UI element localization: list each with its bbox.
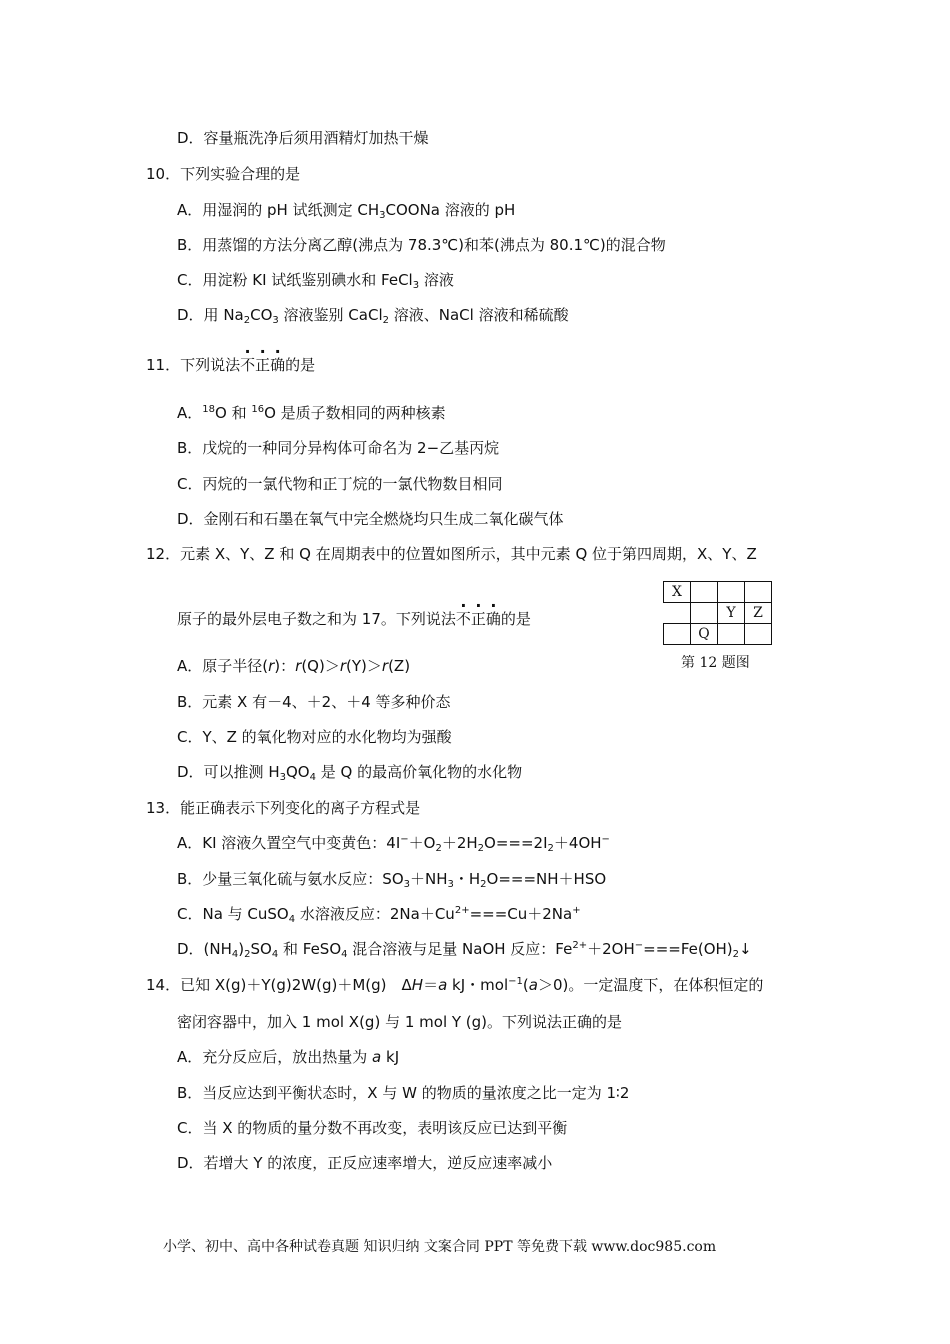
grid-cell	[718, 582, 745, 603]
grid-cell	[664, 603, 691, 624]
q14-option-c: C．当 X 的物质的量分数不再改变，表明该反应已达到平衡	[177, 1119, 568, 1137]
q13-option-d: D．$(NH_4)_2SO_4$ 和 FeSO$_4$ 混合溶液与足量 NaOH 反应：$Fe^{2+}+2OH^-===Fe(OH)_2↓$	[177, 940, 752, 960]
q13-option-b: B．少量三氧化硫与氨水反应：$SO_3+NH_3$・$H_2O===NH+HSO$	[177, 870, 607, 890]
q9-option-d: D．容量瓶洗净后须用酒精灯加热干燥	[177, 129, 429, 147]
q11-option-d: D．金刚石和石墨在氧气中完全燃烧均只生成二氧化碳气体	[177, 510, 564, 528]
q10-option-c: C．用淀粉 KI 试纸鉴别碘水和 FeCl$_3$ 溶液	[177, 271, 454, 291]
q10-stem: 10．下列实验合理的是	[146, 165, 301, 183]
q14-option-d: D．若增大 Y 的浓度，正反应速率增大，逆反应速率减小	[177, 1154, 553, 1172]
q10-option-b: B．用蒸馏的方法分离乙醇(沸点为 78.3℃)和苯(沸点为 80.1℃)的混合物	[177, 236, 666, 254]
q12-stem-line2: 原子的最外层电子数之和为 17。下列说法不正确的是	[177, 610, 531, 628]
q11-stem: 11．下列说法不正确的是	[146, 356, 316, 374]
q11-option-c: C．丙烷的一氯代物和正丁烷的一氯代物数目相同	[177, 475, 503, 493]
q13-stem: 13．能正确表示下列变化的离子方程式是	[146, 799, 421, 817]
q12-option-b: B．元素 X 有－4、＋2、＋4 等多种价态	[177, 693, 451, 711]
grid-cell	[691, 603, 718, 624]
grid-cell: X	[664, 582, 691, 603]
q13-option-a: A．KI 溶液久置空气中变黄色：$4I^-+O_2+2H_2O===2I_2+4OH^-$	[177, 834, 610, 854]
grid-cell: Y	[718, 603, 745, 624]
q12-stem-line1: 12．元素 X、Y、Z 和 Q 在周期表中的位置如图所示，其中元素 Q 位于第四周期，X、Y、Z	[146, 545, 757, 563]
grid-cell: Z	[745, 603, 772, 624]
grid-cell	[718, 624, 745, 645]
q11-option-a: A．$^{18}$O 和 $^{16}$O 是质子数相同的两种核素	[177, 404, 446, 422]
q14-option-b: B．当反应达到平衡状态时，X 与 W 的物质的量浓度之比一定为 1∶2	[177, 1084, 630, 1102]
grid-cell: Q	[691, 624, 718, 645]
footer-text: 小学、初中、高中各种试卷真题 知识归纳 文案合同 PPT 等免费下载 www.doc985.com	[163, 1239, 717, 1255]
grid-cell	[745, 582, 772, 603]
grid-cell	[664, 624, 691, 645]
periodic-table-figure	[663, 581, 772, 645]
q10-option-a: A．用湿润的 pH 试纸测定 $CH_3COONa$ 溶液的 pH	[177, 201, 516, 221]
grid-cell	[745, 624, 772, 645]
grid-cell	[691, 582, 718, 603]
q14-option-a: A．充分反应后，放出热量为 a kJ	[177, 1048, 400, 1066]
q12-option-a: A．原子半径(r)：r(Q)＞r(Y)＞r(Z)	[177, 657, 411, 675]
q12-option-c: C．Y、Z 的氧化物对应的水化物均为强酸	[177, 728, 452, 746]
q11-option-b: B．戊烷的一种同分异构体可命名为 2−乙基丙烷	[177, 439, 500, 457]
q10-option-d: D．用 $Na_2CO_3$ 溶液鉴别 CaCl$_2$ 溶液、NaCl 溶液和稀硫酸	[177, 306, 569, 326]
q14-stem-line1: 14．已知 X(g)＋Y(g)2W(g)＋M(g) ΔH＝a kJ・mol$^{-1}$(a＞0)。一定温度下，在体积恒定的	[146, 976, 764, 994]
q12-option-d: D．可以推测 $H_3QO_4$ 是 Q 的最高价氧化物的水化物	[177, 763, 523, 783]
figure-caption: 第 12 题图	[681, 655, 750, 671]
q13-option-c: C．Na 与 CuSO$_4$ 水溶液反应：$2Na+Cu^{2+}===Cu+2Na^+$	[177, 905, 581, 925]
q14-stem-line2: 密闭容器中，加入 1 mol X(g) 与 1 mol Y (g)。下列说法正确的是	[177, 1013, 623, 1031]
